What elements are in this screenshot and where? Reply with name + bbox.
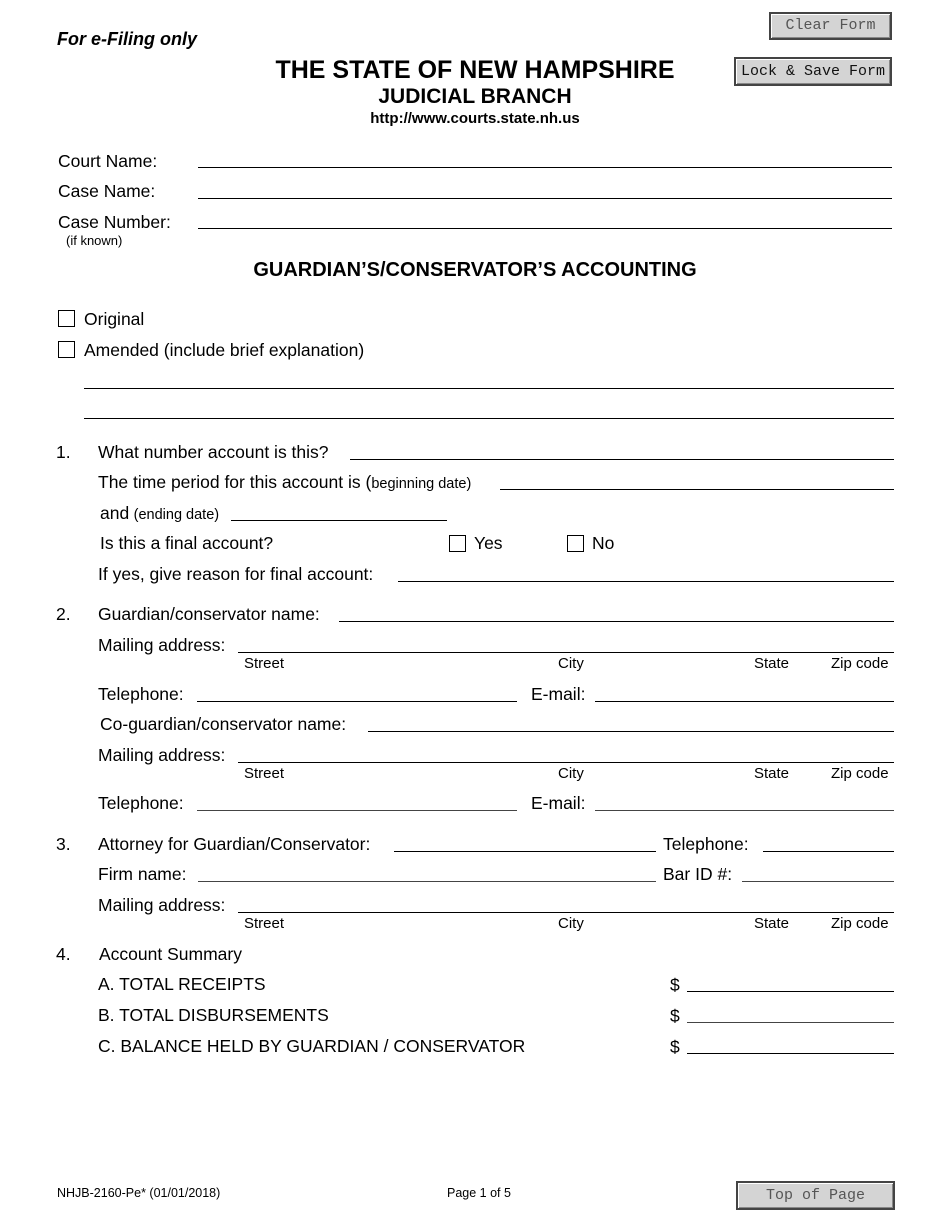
guardian-state-caption: State [754, 655, 790, 672]
ending-label [100, 503, 219, 524]
total-disbursements-dollar: $ [670, 1006, 680, 1026]
section-4-number: 4. [56, 944, 71, 964]
guardian-mailing-label: Mailing address: [98, 635, 226, 655]
account-number-field[interactable] [350, 459, 894, 460]
attorney-field[interactable] [394, 851, 656, 852]
court-name-label: Court Name: [58, 151, 158, 171]
co-guardian-mailing-field[interactable] [238, 762, 894, 763]
account-number-label: What number account is this? [98, 442, 329, 462]
top-of-page-button[interactable]: Top of Page [736, 1181, 895, 1210]
section-1-number: 1. [56, 442, 71, 462]
case-name-label: Case Name: [58, 181, 156, 201]
co-guardian-telephone-label: Telephone: [98, 793, 184, 813]
beginning-date-field[interactable] [500, 489, 894, 490]
form-id: NHJB-2160-Pe* (01/01/2018) [57, 1186, 221, 1200]
guardian-street-caption: Street [244, 655, 285, 672]
balance-held-dollar: $ [670, 1037, 680, 1057]
ending-date-field[interactable] [231, 520, 447, 521]
attorney-street-caption: Street [244, 915, 285, 932]
final-no-checkbox[interactable] [567, 535, 584, 552]
final-reason-label: If yes, give reason for final account: [98, 564, 374, 584]
courts-url: http://www.courts.state.nh.us [370, 110, 580, 127]
attorney-telephone-field[interactable] [763, 851, 894, 852]
period-label [98, 472, 471, 493]
guardian-city-caption: City [558, 655, 584, 672]
court-name-field[interactable] [198, 167, 892, 168]
total-receipts-dollar: $ [670, 975, 680, 995]
attorney-mailing-label: Mailing address: [98, 895, 226, 915]
firm-name-label: Firm name: [98, 864, 187, 884]
total-disbursements-field[interactable] [687, 1022, 894, 1023]
co-guardian-email-field[interactable] [595, 810, 894, 811]
final-account-label: Is this a final account? [100, 533, 274, 553]
state-heading: THE STATE OF NEW HAMPSHIRE [275, 56, 675, 84]
ending-label-date: (ending date) [133, 507, 220, 523]
attorney-mailing-field[interactable] [238, 912, 894, 913]
form-title: GUARDIAN’S/CONSERVATOR’S ACCOUNTING [253, 259, 697, 281]
final-reason-field[interactable] [398, 581, 894, 582]
guardian-email-label: E-mail: [531, 684, 586, 704]
guardian-telephone-field[interactable] [197, 701, 517, 702]
attorney-telephone-label: Telephone: [663, 834, 749, 854]
final-yes-checkbox[interactable] [449, 535, 466, 552]
clear-form-button[interactable]: Clear Form [769, 12, 892, 40]
co-guardian-zip-caption: Zip code [831, 765, 889, 782]
page-number: Page 1 of 5 [447, 1186, 511, 1200]
guardian-email-field[interactable] [595, 701, 894, 702]
bar-id-field[interactable] [742, 881, 894, 882]
co-guardian-street-caption: Street [244, 765, 285, 782]
balance-held-field[interactable] [687, 1053, 894, 1054]
total-receipts-field[interactable] [687, 991, 894, 992]
amended-label: Amended (include brief explanation) [84, 340, 365, 360]
guardian-name-field[interactable] [339, 621, 894, 622]
co-guardian-state-caption: State [754, 765, 790, 782]
guardian-mailing-field[interactable] [238, 652, 894, 653]
attorney-city-caption: City [558, 915, 584, 932]
efiling-note: For e-Filing only [57, 29, 197, 49]
amended-explanation-line-2[interactable] [84, 418, 894, 419]
period-label-main: The time period for this account is ( [98, 472, 372, 492]
guardian-zip-caption: Zip code [831, 655, 889, 672]
co-guardian-name-field[interactable] [368, 731, 894, 732]
attorney-label: Attorney for Guardian/Conservator: [98, 834, 371, 854]
account-summary-label: Account Summary [99, 944, 242, 964]
total-receipts-label: A. TOTAL RECEIPTS [98, 974, 266, 994]
attorney-state-caption: State [754, 915, 790, 932]
if-known-note: (if known) [66, 233, 123, 248]
guardian-telephone-label: Telephone: [98, 684, 184, 704]
amended-checkbox[interactable] [58, 341, 75, 358]
guardian-name-label: Guardian/conservator name: [98, 604, 320, 624]
bar-id-label: Bar ID #: [663, 864, 733, 884]
balance-held-label: C. BALANCE HELD BY GUARDIAN / CONSERVATOR [98, 1036, 526, 1056]
section-2-number: 2. [56, 604, 71, 624]
lock-save-form-button[interactable]: Lock & Save Form [734, 57, 892, 86]
co-guardian-name-label: Co-guardian/conservator name: [100, 714, 347, 734]
period-label-beginning: beginning date) [371, 476, 472, 492]
co-guardian-telephone-field[interactable] [197, 810, 517, 811]
firm-name-field[interactable] [198, 881, 656, 882]
final-yes-label: Yes [474, 533, 503, 553]
original-label: Original [84, 309, 145, 329]
amended-explanation-line-1[interactable] [84, 388, 894, 389]
total-disbursements-label: B. TOTAL DISBURSEMENTS [98, 1005, 329, 1025]
attorney-zip-caption: Zip code [831, 915, 889, 932]
ending-label-and: and [100, 503, 130, 523]
co-guardian-mailing-label: Mailing address: [98, 745, 226, 765]
final-no-label: No [592, 533, 615, 553]
original-checkbox[interactable] [58, 310, 75, 327]
co-guardian-city-caption: City [558, 765, 584, 782]
branch-heading: JUDICIAL BRANCH [378, 85, 572, 108]
section-3-number: 3. [56, 834, 71, 854]
co-guardian-email-label: E-mail: [531, 793, 586, 813]
case-number-label: Case Number: [58, 212, 171, 232]
case-name-field[interactable] [198, 198, 892, 199]
case-number-field[interactable] [198, 228, 892, 229]
